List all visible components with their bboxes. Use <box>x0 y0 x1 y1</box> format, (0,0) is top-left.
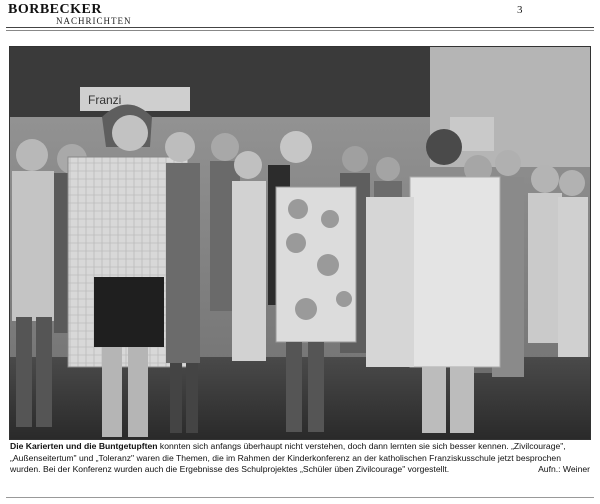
footer-rule <box>6 497 594 498</box>
header-rule-secondary <box>6 30 594 31</box>
newspaper-masthead <box>8 2 178 26</box>
masthead-subtitle: NACHRICHTEN <box>56 16 132 26</box>
dark-curtain <box>10 47 430 117</box>
photo-illustration <box>10 47 590 439</box>
masthead-title: BORBECKER <box>8 2 102 17</box>
wall-sign-text: Franzi <box>88 93 122 107</box>
caption-lead: Die Karierten und die Buntgetupften <box>10 441 158 451</box>
caption-text: konnten sich anfangs überhaupt nicht verstehen, doch dann lernten sie sich besser kennen. „Zivilcourage", „Außenseitertum" und „Toleranz" waren die Themen, die im Rahmen der Kinderkonferenz an der katholischen Franziskusschule jetzt besprochen wurden. Bei der Konferenz wurden auch die Ergebnisse des Schulprojektes „Schüler üben Zivilcourage" vorgestellt. <box>10 441 566 475</box>
news-photo <box>9 46 591 440</box>
photo-credit: Aufn.: Weiner <box>538 464 590 475</box>
page-number: 3 <box>517 4 523 16</box>
header-rule <box>6 27 594 28</box>
photo-caption <box>10 441 590 476</box>
